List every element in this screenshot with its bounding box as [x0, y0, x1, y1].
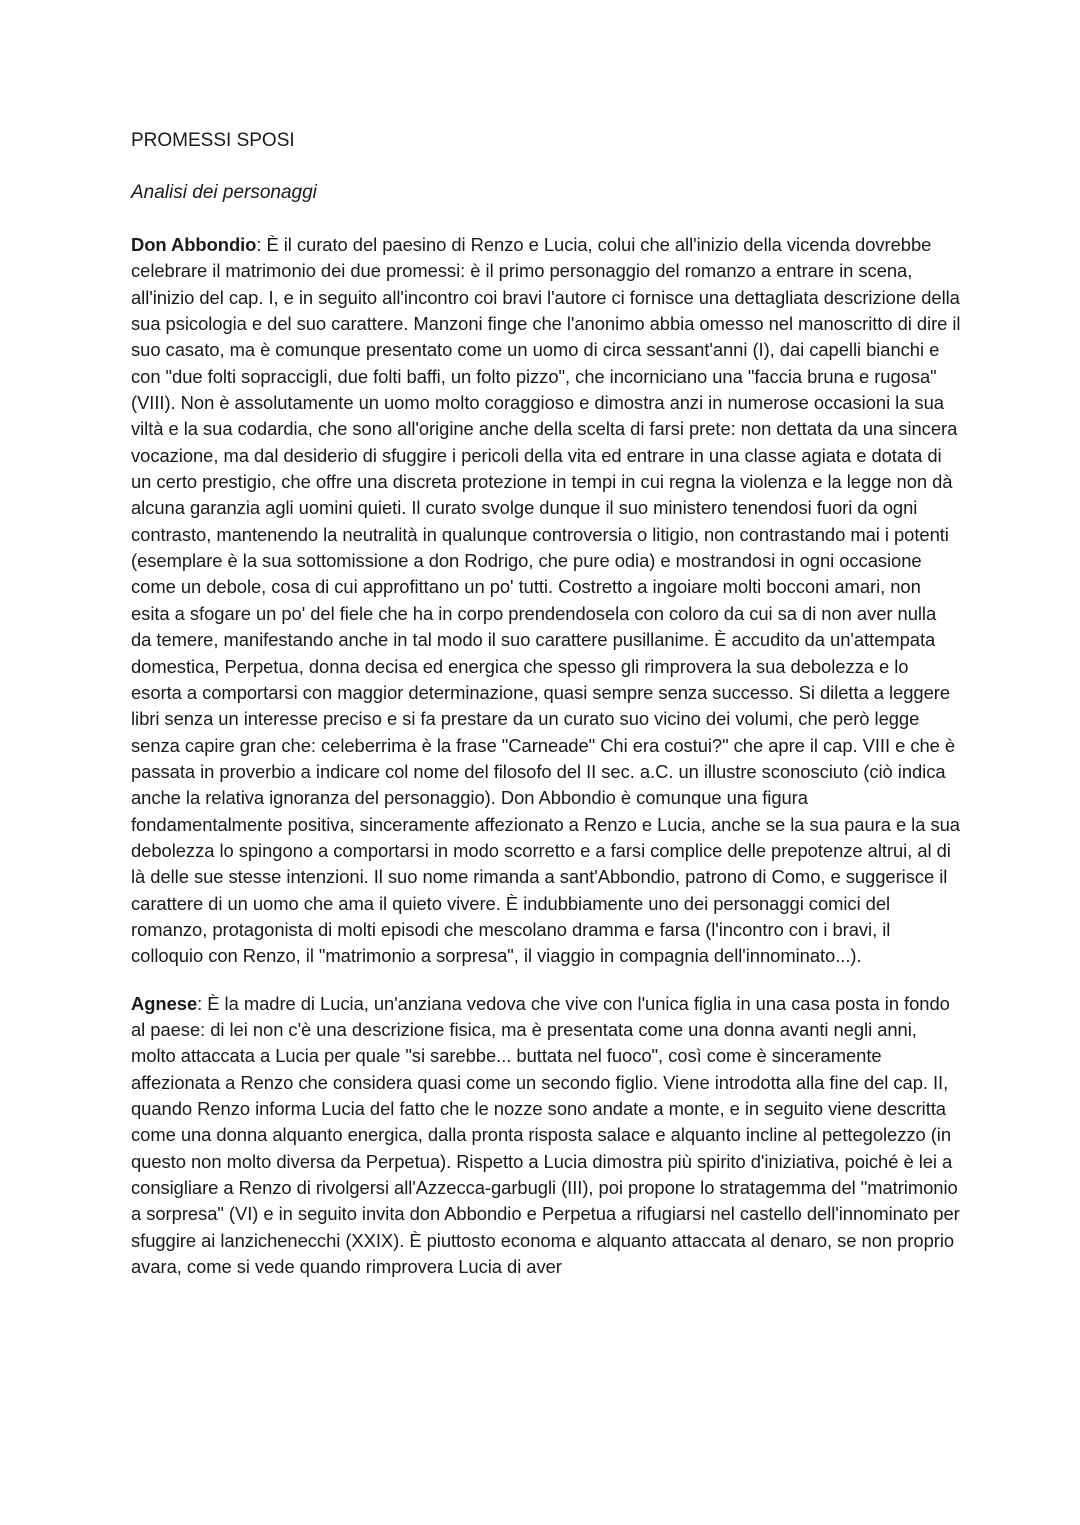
character-name: Don Abbondio [131, 234, 257, 255]
character-section-don-abbondio [131, 232, 961, 970]
character-section-agnese [131, 991, 961, 1281]
name-separator: : [256, 234, 267, 255]
character-description: È il curato del paesino di Renzo e Lucia, colui che all'inizio della vicenda dovrebbe celebrare il matrimonio dei due promessi: è il primo personaggio del romanzo a entrare in scena, all'inizio del cap. I, e in seguito all'incontro coi bravi l'autore ci fornisce una dettagliata descrizione della sua psicologia e del suo carattere. Manzoni finge che l'anonimo abbia omesso nel manoscritto di dire il suo casato, ma è comunque presentato come un uomo di circa sessant'anni (I), dai capelli bianchi e con "due folti sopraccigli, due folti baffi, un folto pizzo", che incorniciano una "faccia bruna e rugosa" (VIII). Non è assolutamente un uomo molto coraggioso e dimostra anzi in numerose occasioni la sua viltà e la sua codardia, che sono all'origine anche della scelta di farsi prete: non dettata da una sincera vocazione, ma dal desiderio di sfuggire i pericoli della vita ed entrare in una classe agiata e dotata di un certo prestigio, che offre una discreta protezione in tempi in cui regna la violenza e la legge non dà alcuna garanzia agli uomini quieti. Il curato svolge dunque il suo ministero tenendosi fuori da ogni contrasto, mantenendo la neutralità in qualunque controversia o litigio, non contrastando mai i potenti (esemplare è la sua sottomissione a don Rodrigo, che pure odia) e mostrandosi in ogni occasione come un debole, cosa di cui approfittano un po' tutti. Costretto a ingoiare molti bocconi amari, non esita a sfogare un po' del fiele che ha in corpo prendendosela con coloro da cui sa di non aver nulla da temere, manifestando anche in tal modo il suo carattere pusillanime. È accudito da un'attempata domestica, Perpetua, donna decisa ed energica che spesso gli rimprovera la sua debolezza e lo esorta a comportarsi con maggior determinazione, quasi sempre senza successo. Si diletta a leggere libri senza un interesse preciso e si fa prestare da un curato suo vicino dei volumi, che però legge senza capire gran che: celeberrima è la frase "Carneade" Chi era costui?" che apre il cap. VIII e che è passata in proverbio a indicare col nome del filosofo del II sec. a.C. un illustre sconosciuto (ciò indica anche la relativa ignoranza del personaggio). Don Abbondio è comunque una figura fondamentalmente positiva, sinceramente affezionato a Renzo e Lucia, anche se la sua paura e la sua debolezza lo spingono a comportarsi in modo scorretto e a farsi complice delle prepotenze altrui, al di là delle sue stesse intenzioni. Il suo nome rimanda a sant'Abbondio, patrono di Como, e suggerisce il carattere di un uomo che ama il quieto vivere. È indubbiamente uno dei personaggi comici del romanzo, protagonista di molti episodi che mescolano dramma e farsa (l'incontro con i bravi, il colloquio con Renzo, il "matrimonio a sorpresa", il viaggio in compagnia dell'innominato...). [131, 234, 961, 967]
document-body [131, 128, 961, 1301]
character-description: È la madre di Lucia, un'anziana vedova che vive con l'unica figlia in una casa posta in fondo al paese: di lei non c'è una descrizione fisica, ma è presentata come una donna avanti negli anni, molto attaccata a Lucia per quale "si sarebbe... buttata nel fuoco", così come è sinceramente affezionata a Renzo che considera quasi come un secondo figlio. Viene introdotta alla fine del cap. II, quando Renzo informa Lucia del fatto che le nozze sono andate a monte, e in seguito viene descritta come una donna alquanto energica, dalla pronta risposta salace e alquanto incline al pettegolezzo (in questo non molto diversa da Perpetua). Rispetto a Lucia dimostra più spirito d'iniziativa, poiché è lei a consigliare a Renzo di rivolgersi all'Azzecca-garbugli (III), poi propone lo stratagemma del "matrimonio a sorpresa" (VI) e in seguito invita don Abbondio e Perpetua a rifugiarsi nel castello dell'innominato per sfuggire ai lanzichenecchi (XXIX). È piuttosto economa e alquanto attaccata al denaro, se non proprio avara, come si vede quando rimprovera Lucia di aver [131, 992, 960, 1278]
document-title: PROMESSI SPOSI [131, 130, 295, 151]
document-subtitle: Analisi dei personaggi [131, 182, 317, 203]
character-name: Agnese [131, 992, 198, 1014]
name-separator: : [197, 992, 208, 1014]
